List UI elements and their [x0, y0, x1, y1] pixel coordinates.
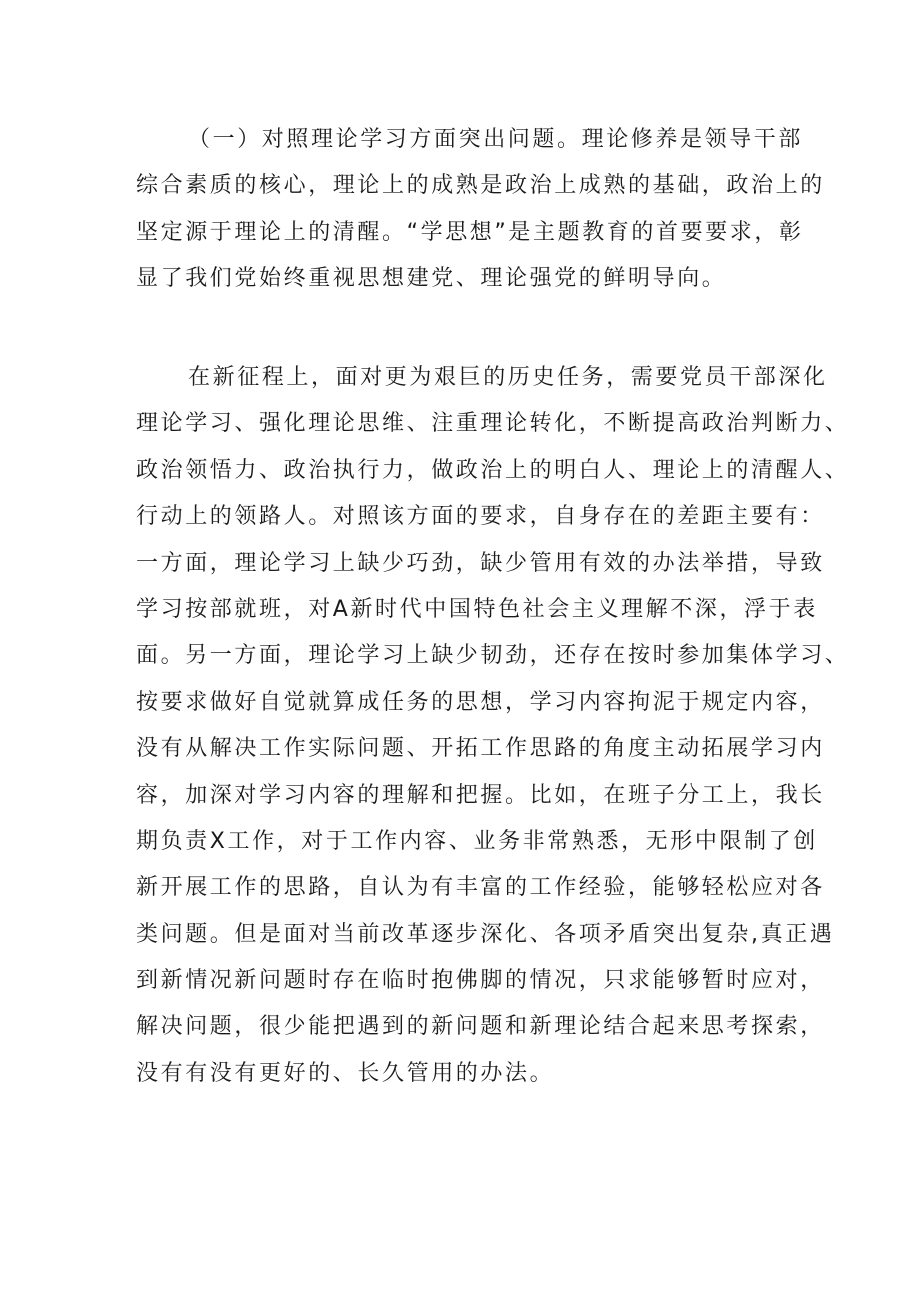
paragraph-line: 在新征程上，面对更为艰巨的历史任务，需要党员干部深化: [188, 365, 828, 390]
paragraph-line: 综合素质的核心，理论上的成熟是政治上成熟的基础，政治上的: [136, 173, 825, 199]
paragraph-line: 行动上的领路人。对照该方面的要求，自身存在的差距主要有：: [136, 504, 825, 530]
paragraph-line: 到新情况新问题时存在临时抱佛脚的情况，只求能够暂时应对，: [136, 968, 825, 994]
paragraph-line: 类问题。但是面对当前改革逐步深化、各项矛盾突出复杂,真正遇: [136, 921, 835, 947]
paragraph-line: （一）对照理论学习方面突出问题。理论修养是领导干部: [188, 127, 804, 152]
paragraph-line: 没有从解决工作实际问题、开拓工作思路的角度主动拓展学习内: [136, 736, 825, 762]
paragraph-new-journey: [136, 355, 850, 1097]
paragraph-line: 期负责X工作，对于工作内容、业务非常熟悉，无形中限制了创: [136, 828, 818, 854]
paragraph-line: 没有有没有更好的、长久管用的办法。: [136, 1060, 555, 1086]
paragraph-line: 新开展工作的思路，自认为有丰富的工作经验，能够轻松应对各: [136, 875, 825, 901]
paragraph-line: 解决问题，很少能把遇到的新问题和新理论结合起来思考探索，: [136, 1014, 825, 1040]
paragraph-line: 按要求做好自觉就算成任务的思想，学习内容拘泥于规定内容，: [136, 689, 825, 715]
paragraph-line: 政治领悟力、政治执行力，做政治上的明白人、理论上的清醒人、: [136, 457, 850, 483]
paragraph-line: 一方面，理论学习上缺少巧劲，缺少管用有效的办法举措，导致: [136, 550, 825, 576]
paragraph-theory-study-heading: [136, 117, 825, 303]
paragraph-line: 坚定源于理论上的清醒。“学思想”是主题教育的首要要求，彰: [136, 219, 804, 245]
paragraph-line: 显了我们党始终重视思想建党、理论强党的鲜明导向。: [136, 266, 727, 292]
paragraph-line: 面。另一方面，理论学习上缺少韧劲，还存在按时参加集体学习、: [136, 643, 850, 669]
paragraph-line: 理论学习、强化理论思维、注重理论转化，不断提高政治判断力、: [136, 411, 850, 437]
paragraph-line: 容，加深对学习内容的理解和把握。比如，在班子分工上，我长: [136, 782, 825, 808]
paragraph-line: 学习按部就班，对A新时代中国特色社会主义理解不深，浮于表: [136, 596, 818, 622]
